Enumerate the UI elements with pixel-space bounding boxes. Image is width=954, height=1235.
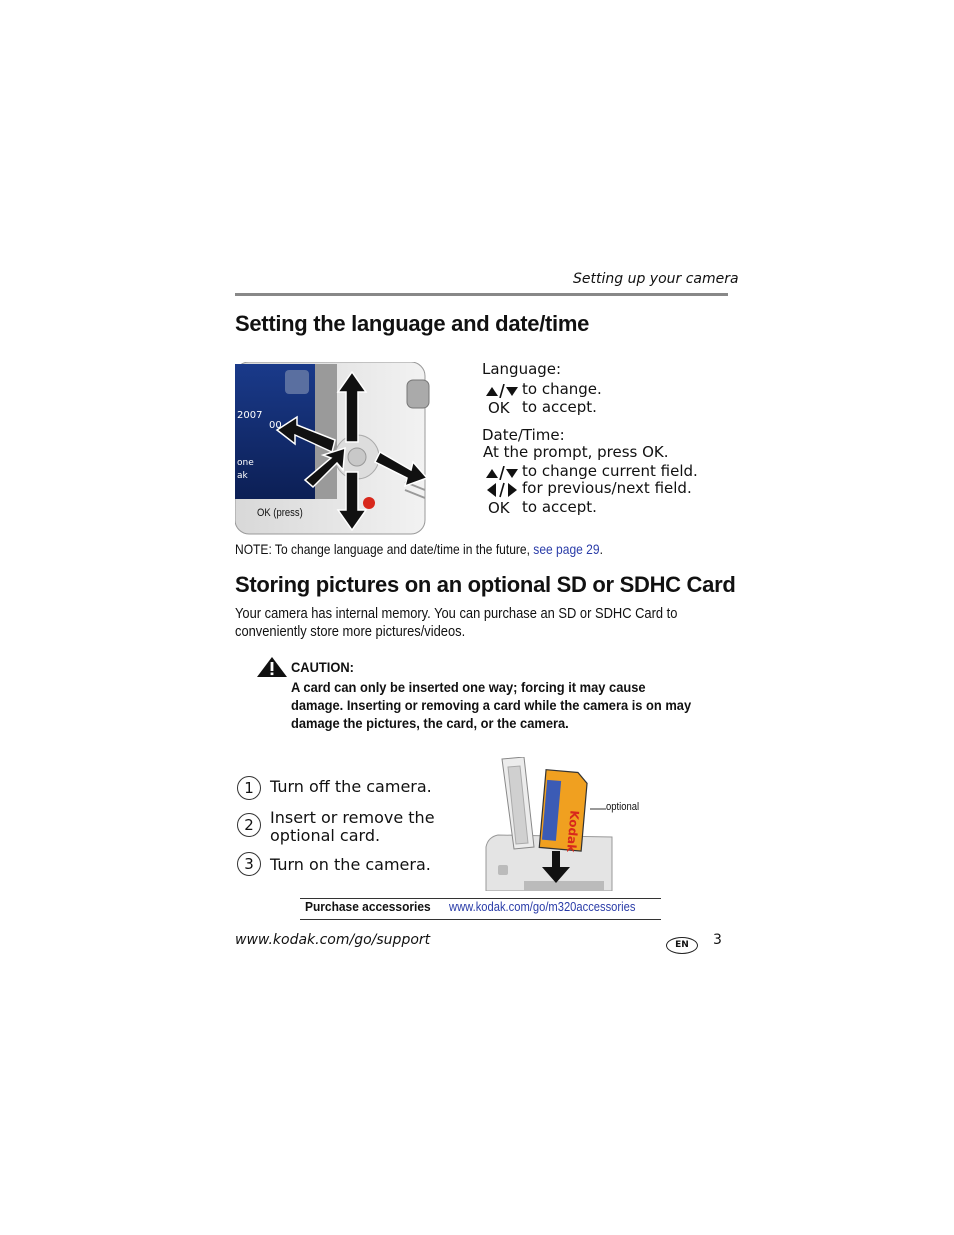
note-suffix: .	[599, 541, 603, 557]
intro-line-1: Your camera has internal memory. You can purchase an SD or SDHC Card to	[235, 605, 678, 622]
caution-line-1: A card can only be inserted one way; forcing it may cause	[291, 679, 646, 695]
svg-text:one: one	[237, 458, 254, 468]
purchase-accessories-link[interactable]: www.kodak.com/go/m320accessories	[449, 899, 636, 914]
step-1-text: Turn off the camera.	[270, 777, 432, 796]
svg-text:00: 00	[269, 420, 282, 431]
page-number: 3	[713, 932, 722, 948]
svg-text:2007: 2007	[237, 410, 263, 421]
language-badge: EN	[666, 937, 698, 954]
note-text: NOTE: To change language and date/time in the future,	[235, 541, 534, 557]
svg-text:ak: ak	[237, 471, 248, 481]
step-number-2: 2	[237, 813, 261, 837]
up-down-arrow-icon	[485, 465, 519, 479]
ok-button-label: OK	[488, 399, 510, 417]
section-title-sd-card: Storing pictures on an optional SD or SDHC Card	[235, 572, 736, 597]
ok-button-label: OK	[488, 499, 510, 517]
step-2-line-2: optional card.	[270, 826, 381, 845]
image-caption-ok-press: OK (press)	[257, 507, 303, 519]
optional-callout-label: optional	[606, 801, 640, 813]
datetime-prev-next-text: for previous/next field.	[522, 479, 692, 497]
step-3-text: Turn on the camera.	[270, 855, 431, 874]
step-number-3: 3	[237, 852, 261, 876]
left-right-arrow-icon	[486, 482, 518, 498]
purchase-rule-bottom	[300, 919, 661, 920]
step-number-1: 1	[237, 776, 261, 800]
section-title-language: Setting the language and date/time	[235, 311, 590, 336]
intro-line-2: conveniently store more pictures/videos.	[235, 623, 466, 640]
language-accept-text: to accept.	[522, 398, 597, 416]
footer-support-url: www.kodak.com/go/support	[235, 932, 431, 948]
svg-text:Kodak: Kodak	[564, 809, 582, 853]
sd-card-illustration	[484, 757, 614, 891]
caution-label: CAUTION:	[291, 659, 354, 675]
step-2-line-1: Insert or remove the	[270, 808, 435, 827]
up-down-arrow-icon	[485, 383, 519, 397]
datetime-heading: Date/Time:	[482, 426, 565, 444]
note-line	[235, 541, 603, 557]
running-header: Setting up your camera	[573, 271, 739, 287]
caution-line-2: damage. Inserting or removing a card while the camera is on may	[291, 697, 692, 713]
caution-line-3: damage the pictures, the card, or the camera.	[291, 715, 569, 731]
purchase-label: Purchase accessories	[305, 899, 431, 914]
warning-triangle-icon	[256, 656, 288, 678]
language-heading: Language:	[482, 360, 562, 378]
datetime-accept-text: to accept.	[522, 498, 597, 516]
language-change-text: to change.	[522, 380, 602, 398]
see-page-link[interactable]: see page 29	[533, 541, 600, 557]
datetime-prompt-text: At the prompt, press OK.	[483, 443, 669, 461]
header-rule	[235, 293, 728, 296]
datetime-change-field-text: to change current field.	[522, 462, 698, 480]
